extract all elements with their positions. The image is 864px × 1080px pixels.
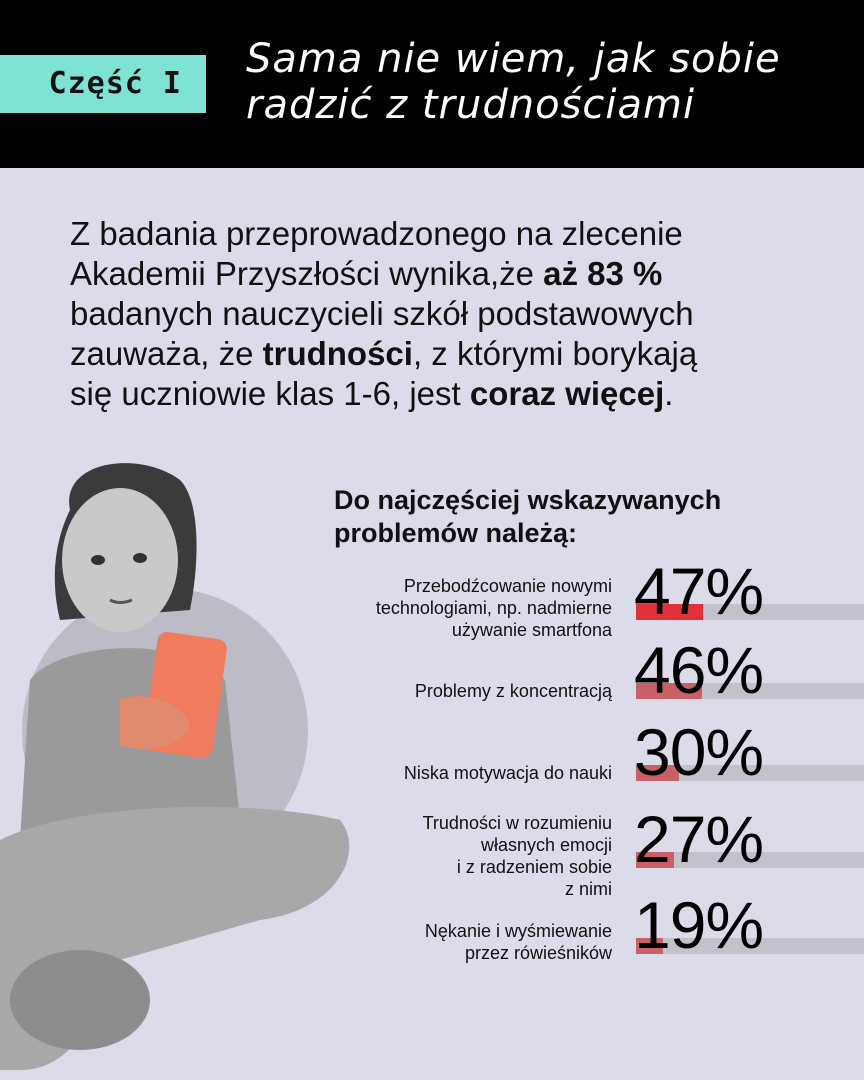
category-label: [292, 680, 612, 702]
intro-highlight: trudności: [262, 335, 413, 372]
intro-text: Akademii Przyszłości wynika,że: [70, 255, 544, 292]
intro-text: zauważa, że: [70, 335, 263, 372]
intro-highlight: coraz więcej: [469, 375, 665, 412]
intro-line: [70, 374, 830, 414]
page-title-line-1: Sama nie wiem, jak sobie: [246, 36, 781, 82]
category-label: [292, 812, 612, 900]
list-title-line-1: Do najczęściej wskazywanych: [334, 485, 722, 515]
category-label-line: przez rówieśników: [464, 943, 612, 963]
value-label: 47%: [634, 554, 764, 628]
category-label-line: technologiami, np. nadmierne: [375, 598, 612, 618]
intro-paragraph: [70, 214, 830, 414]
intro-line: [70, 294, 830, 334]
page-title: [246, 36, 846, 128]
intro-line: [70, 254, 830, 294]
value-label: 46%: [634, 633, 764, 707]
page-title-line-2: radzić z trudnościami: [246, 82, 696, 128]
list-title-line-2: problemów należą:: [334, 518, 578, 548]
category-label: [292, 920, 612, 964]
intro-line: [70, 334, 830, 374]
category-label-line: własnych emocji: [480, 835, 612, 855]
value-label: 19%: [634, 888, 764, 962]
part-label: Część I: [0, 55, 206, 113]
category-label-line: Trudności w rozumieniu: [422, 813, 612, 833]
category-label-line: Niska motywacja do nauki: [403, 763, 612, 783]
category-label-line: i z radzeniem sobie: [456, 857, 612, 877]
intro-text: badanych nauczycieli szkół podstawowych: [70, 295, 694, 332]
category-label-line: z nimi: [564, 879, 612, 899]
header-bar: [0, 0, 864, 168]
category-label-line: Nękanie i wyśmiewanie: [424, 921, 612, 941]
intro-line: [70, 214, 830, 254]
intro-text: się uczniowie klas 1-6, jest: [70, 375, 470, 412]
value-label: 27%: [634, 802, 764, 876]
category-label-line: Problemy z koncentracją: [414, 681, 612, 701]
value-label: 30%: [634, 715, 764, 789]
intro-highlight: aż 83 %: [543, 255, 663, 292]
girl-with-smartphone-illustration: [0, 440, 360, 1080]
category-label: [292, 575, 612, 641]
intro-text: , z którymi borykają: [412, 335, 698, 372]
category-label-line: Przebodźcowanie nowymi: [403, 576, 612, 596]
category-label-line: używanie smartfona: [451, 620, 612, 640]
category-label: [292, 762, 612, 784]
list-title: [334, 484, 854, 550]
intro-text: .: [664, 375, 674, 412]
intro-text: Z badania przeprowadzonego na zlecenie: [70, 215, 683, 252]
